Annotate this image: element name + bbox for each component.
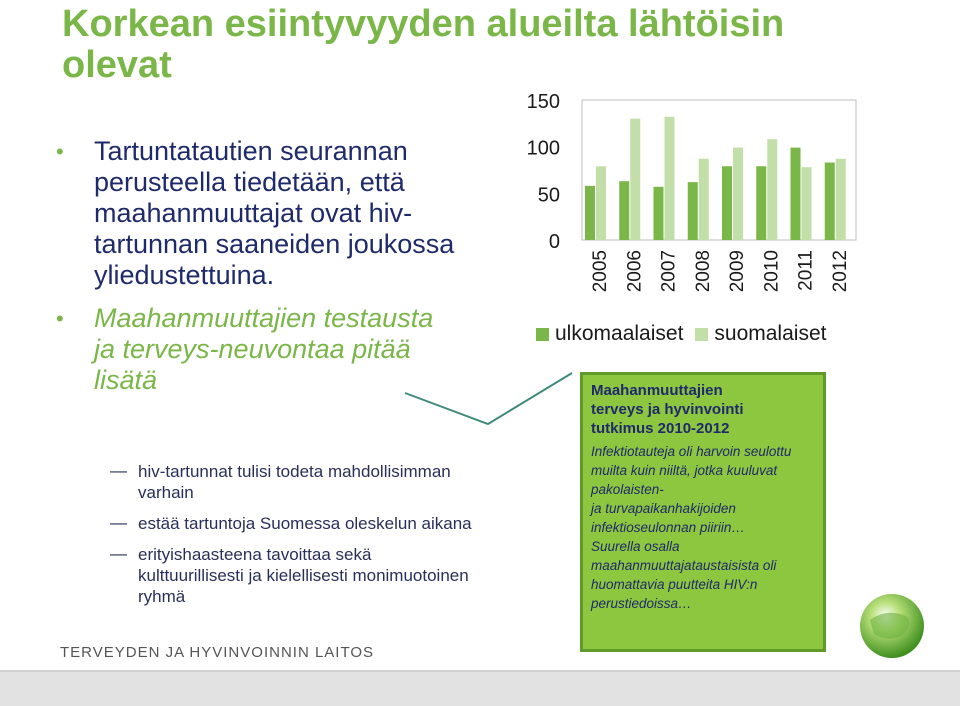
y-tick-label: 150 (526, 91, 560, 113)
footer-bar (0, 672, 960, 706)
globe-logo-icon (856, 590, 936, 670)
info-box-heading (591, 381, 815, 438)
bar-suomalaiset-2008 (699, 159, 709, 240)
legend-swatch (695, 328, 708, 341)
info-box (580, 372, 826, 652)
x-tick-label: 2007 (658, 250, 680, 293)
info-heading-line: Maahanmuuttajien (591, 382, 723, 399)
bullet-item (56, 136, 456, 291)
x-tick-label: 2006 (624, 250, 646, 293)
bar-ulkomaalaiset-2007 (654, 187, 664, 240)
x-tick-label: 2009 (727, 250, 749, 293)
bar-ulkomaalaiset-2011 (791, 148, 801, 240)
org-logo-text: TERVEYDEN JA HYVINVOINNIN LAITOS (60, 644, 375, 661)
x-tick-label: 2012 (829, 250, 851, 293)
x-tick-label: 2010 (761, 250, 783, 293)
bar-ulkomaalaiset-2009 (722, 166, 732, 240)
dash-icon: — (110, 461, 127, 480)
sub-bullet-item (56, 544, 476, 607)
bar-suomalaiset-2006 (630, 119, 640, 240)
legend-label: ulkomaalaiset (555, 322, 684, 345)
slide-title: Korkean esiintyvyyden alueilta lähtöisin olevat (62, 3, 785, 86)
x-tick-label: 2005 (590, 250, 612, 293)
legend-item-ulkomaalaiset (536, 322, 683, 346)
bullet-list (56, 136, 456, 396)
bullet-dot-icon: • (56, 306, 64, 331)
dash-icon: — (110, 544, 127, 563)
bullet-item (56, 303, 456, 396)
y-tick-label: 50 (537, 184, 560, 207)
bar-ulkomaalaiset-2010 (756, 166, 766, 240)
sub-bullet-text: estää tartuntoja Suomessa oleskelun aikana (138, 514, 472, 533)
info-body-line: perustiedoissa… (591, 596, 692, 611)
bar-suomalaiset-2007 (665, 117, 675, 240)
info-body-line: infektioseulonnan piiriin… (591, 520, 745, 535)
legend-label: suomalaiset (714, 322, 827, 345)
info-body-line: muilta kuin niiltä, jotka kuuluvat (591, 463, 778, 478)
bar-suomalaiset-2009 (733, 148, 743, 240)
dash-icon: — (110, 513, 127, 532)
legend-swatch (536, 328, 549, 341)
sub-bullet-item (56, 513, 476, 534)
bullet-dot-icon: • (56, 139, 64, 164)
bar-suomalaiset-2012 (836, 159, 846, 240)
sub-bullet-list (56, 461, 476, 617)
sub-bullet-item (56, 461, 476, 503)
legend-item-suomalaiset (695, 322, 826, 346)
x-tick-label: 2008 (692, 250, 714, 293)
bar-ulkomaalaiset-2006 (619, 181, 629, 240)
info-body-line: Infektiotauteja oli harvoin seulottu (591, 444, 792, 459)
bullet-text: Tartuntatautien seurannan perusteella tiedetään, että maahanmuuttajat ovat hiv-tartunnan saaneiden joukossa yliedustettuina. (94, 136, 455, 290)
bar-suomalaiset-2005 (596, 166, 606, 240)
info-body-line: ja turvapaikanhakijoiden (591, 501, 736, 516)
bar-suomalaiset-2010 (767, 139, 777, 240)
sub-bullet-text: erityishaasteena tavoittaa sekä kulttuurillisesti ja kielellisesti monimuotoinen ryhmä (138, 545, 469, 606)
info-body-line: huomattavia puutteita HIV:n (591, 577, 758, 592)
y-tick-label: 0 (548, 231, 560, 253)
sub-bullet-text: hiv-tartunnat tulisi todeta mahdollisimman varhain (138, 462, 451, 502)
bar-ulkomaalaiset-2005 (585, 186, 595, 240)
info-heading-line: tutkimus 2010-2012 (591, 420, 730, 437)
y-tick-label: 100 (526, 137, 560, 160)
info-body-line: maahanmuuttajataustaisista oli (591, 558, 777, 573)
bar-chart (500, 80, 880, 320)
bullet-text: Maahanmuuttajien testausta ja terveys-neuvontaa pitää lisätä (94, 303, 434, 395)
info-body-line: Suurella osalla (591, 539, 680, 554)
info-body-line: pakolaisten- (591, 482, 664, 497)
x-tick-label: 2011 (795, 250, 817, 291)
chart-legend (536, 322, 838, 346)
info-box-body (591, 442, 815, 613)
info-heading-line: terveys ja hyvinvointi (591, 401, 744, 418)
bar-ulkomaalaiset-2012 (825, 163, 835, 240)
bar-suomalaiset-2011 (802, 167, 812, 240)
bar-ulkomaalaiset-2008 (688, 182, 698, 240)
